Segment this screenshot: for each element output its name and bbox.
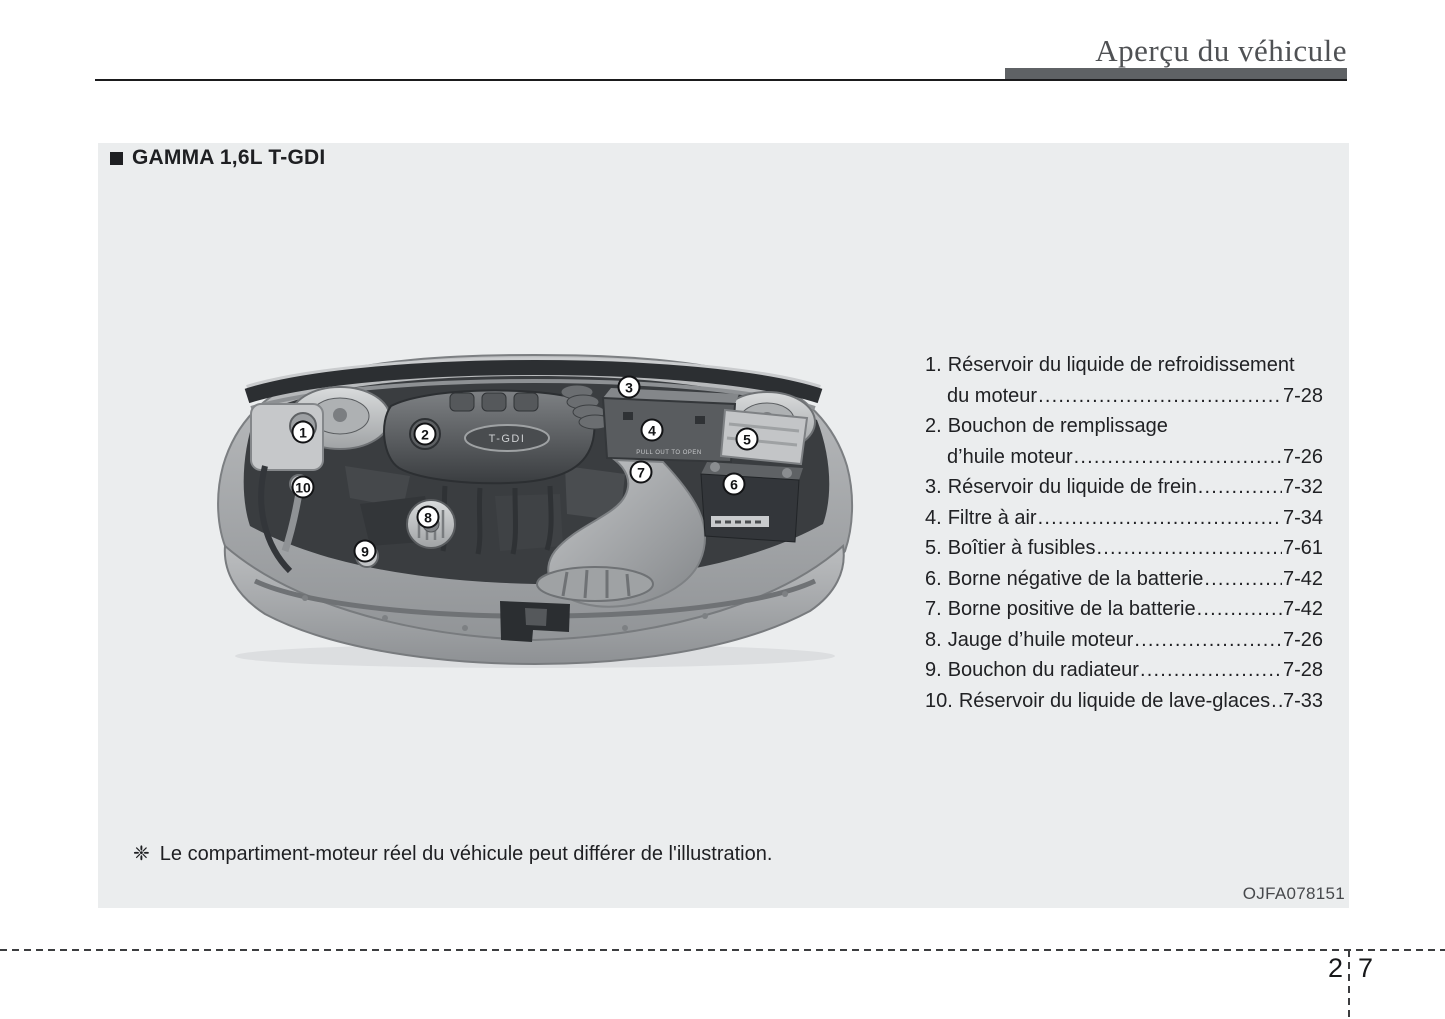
- item-label: Bouchon de remplissage: [947, 415, 1168, 437]
- figure-note: [133, 841, 772, 866]
- dot-leader: [1038, 381, 1282, 412]
- item-page-ref: 7-28: [1282, 659, 1323, 681]
- item-number: 4.: [925, 506, 942, 529]
- callout-2: [414, 423, 437, 446]
- callout-10: [292, 476, 315, 499]
- engine-badge-label: T-GDI: [488, 433, 526, 445]
- callout-3: [618, 376, 641, 399]
- parts-list-item: [925, 472, 1323, 503]
- dot-leader: [1074, 442, 1282, 473]
- item-label: Réservoir du liquide de refroidissement: [947, 354, 1295, 376]
- item-page-ref: 7-34: [1282, 506, 1323, 529]
- item-page-ref: 7-61: [1282, 537, 1323, 559]
- dot-leader: [1038, 503, 1282, 534]
- callout-5: [736, 428, 759, 451]
- square-bullet-icon: [110, 152, 123, 165]
- item-label: Jauge d’huile moteur: [947, 628, 1134, 651]
- callout-number: 4: [648, 422, 656, 438]
- parts-list-item: [925, 594, 1323, 625]
- page-number-page: 7: [1358, 953, 1374, 983]
- engine-compartment-figure: [195, 346, 875, 668]
- item-label: Borne positive de la batterie: [947, 598, 1196, 620]
- airbox-label: PULL OUT TO OPEN: [636, 450, 702, 456]
- item-page-ref: 7-33: [1282, 689, 1323, 712]
- item-number: 1.: [925, 354, 942, 376]
- callout-number: 8: [424, 509, 432, 525]
- callout-8: [417, 506, 440, 529]
- engine-illustration: [195, 346, 875, 668]
- dot-leader: [1204, 564, 1282, 595]
- item-label: Bouchon du radiateur: [947, 659, 1139, 681]
- item-label: Réservoir du liquide de frein: [947, 476, 1197, 498]
- item-number: 5.: [925, 537, 942, 559]
- callout-number: 2: [421, 426, 429, 442]
- item-number: 10.: [925, 689, 953, 712]
- item-page-ref: 7-42: [1282, 598, 1323, 620]
- callout-7: [630, 461, 653, 484]
- title-underline-bar: [1005, 68, 1347, 79]
- callout-number: 10: [295, 479, 311, 495]
- page-title: Aperçu du véhicule: [1095, 33, 1347, 68]
- item-number: 6.: [925, 567, 942, 590]
- parts-list-item: [925, 686, 1323, 717]
- crop-mark-horizontal: [0, 949, 1445, 951]
- parts-list-item: [925, 533, 1323, 564]
- item-label: Filtre à air: [947, 506, 1037, 529]
- callout-number: 1: [299, 424, 307, 440]
- parts-list-item: [925, 411, 1323, 472]
- section-heading: [110, 146, 325, 170]
- item-label: Borne négative de la batterie: [947, 567, 1204, 590]
- item-number: 3.: [925, 476, 942, 498]
- parts-list: [925, 350, 1323, 716]
- item-label-line2: du moteur: [947, 384, 1038, 407]
- parts-list-item: [925, 625, 1323, 656]
- parts-list-item: [925, 350, 1323, 411]
- item-label-line2: d’huile moteur: [947, 445, 1073, 468]
- callout-number: 3: [625, 379, 633, 395]
- parts-list-item: [925, 655, 1323, 686]
- header-rule: [95, 79, 1347, 81]
- note-text: Le compartiment-moteur réel du véhicule peut différer de l'illustration.: [159, 843, 773, 865]
- callout-number: 5: [743, 431, 751, 447]
- item-page-ref: 7-26: [1282, 628, 1323, 651]
- section-title: GAMMA 1,6L T-GDI: [132, 146, 326, 169]
- item-page-ref: 7-28: [1282, 384, 1323, 407]
- item-page-ref: 7-42: [1282, 567, 1323, 590]
- parts-list-item: [925, 564, 1323, 595]
- item-label: Boîtier à fusibles: [947, 537, 1096, 559]
- callout-4: [641, 419, 664, 442]
- callout-1: [292, 421, 315, 444]
- note-symbol-icon: ❈: [133, 843, 150, 865]
- crop-mark-vertical: [1348, 950, 1350, 1019]
- item-number: 8.: [925, 628, 942, 651]
- dot-leader: [1140, 655, 1282, 686]
- page-number-chapter: 2: [1327, 953, 1343, 983]
- dot-leader: [1198, 472, 1282, 503]
- callout-number: 6: [730, 476, 738, 492]
- parts-list-item: [925, 503, 1323, 534]
- item-number: 9.: [925, 659, 942, 681]
- item-number: 7.: [925, 598, 942, 620]
- callout-9: [354, 540, 377, 563]
- item-label: Réservoir du liquide de lave-glaces: [958, 689, 1271, 712]
- item-page-ref: 7-26: [1282, 445, 1323, 468]
- callout-6: [723, 473, 746, 496]
- callout-number: 9: [361, 543, 369, 559]
- item-number: 2.: [925, 415, 942, 437]
- dot-leader: [1271, 686, 1282, 717]
- dot-leader: [1097, 533, 1282, 564]
- dot-leader: [1197, 594, 1282, 625]
- item-page-ref: 7-32: [1282, 476, 1323, 498]
- dot-leader: [1134, 625, 1282, 656]
- callout-number: 7: [637, 464, 645, 480]
- figure-code: OJFA078151: [1242, 884, 1345, 903]
